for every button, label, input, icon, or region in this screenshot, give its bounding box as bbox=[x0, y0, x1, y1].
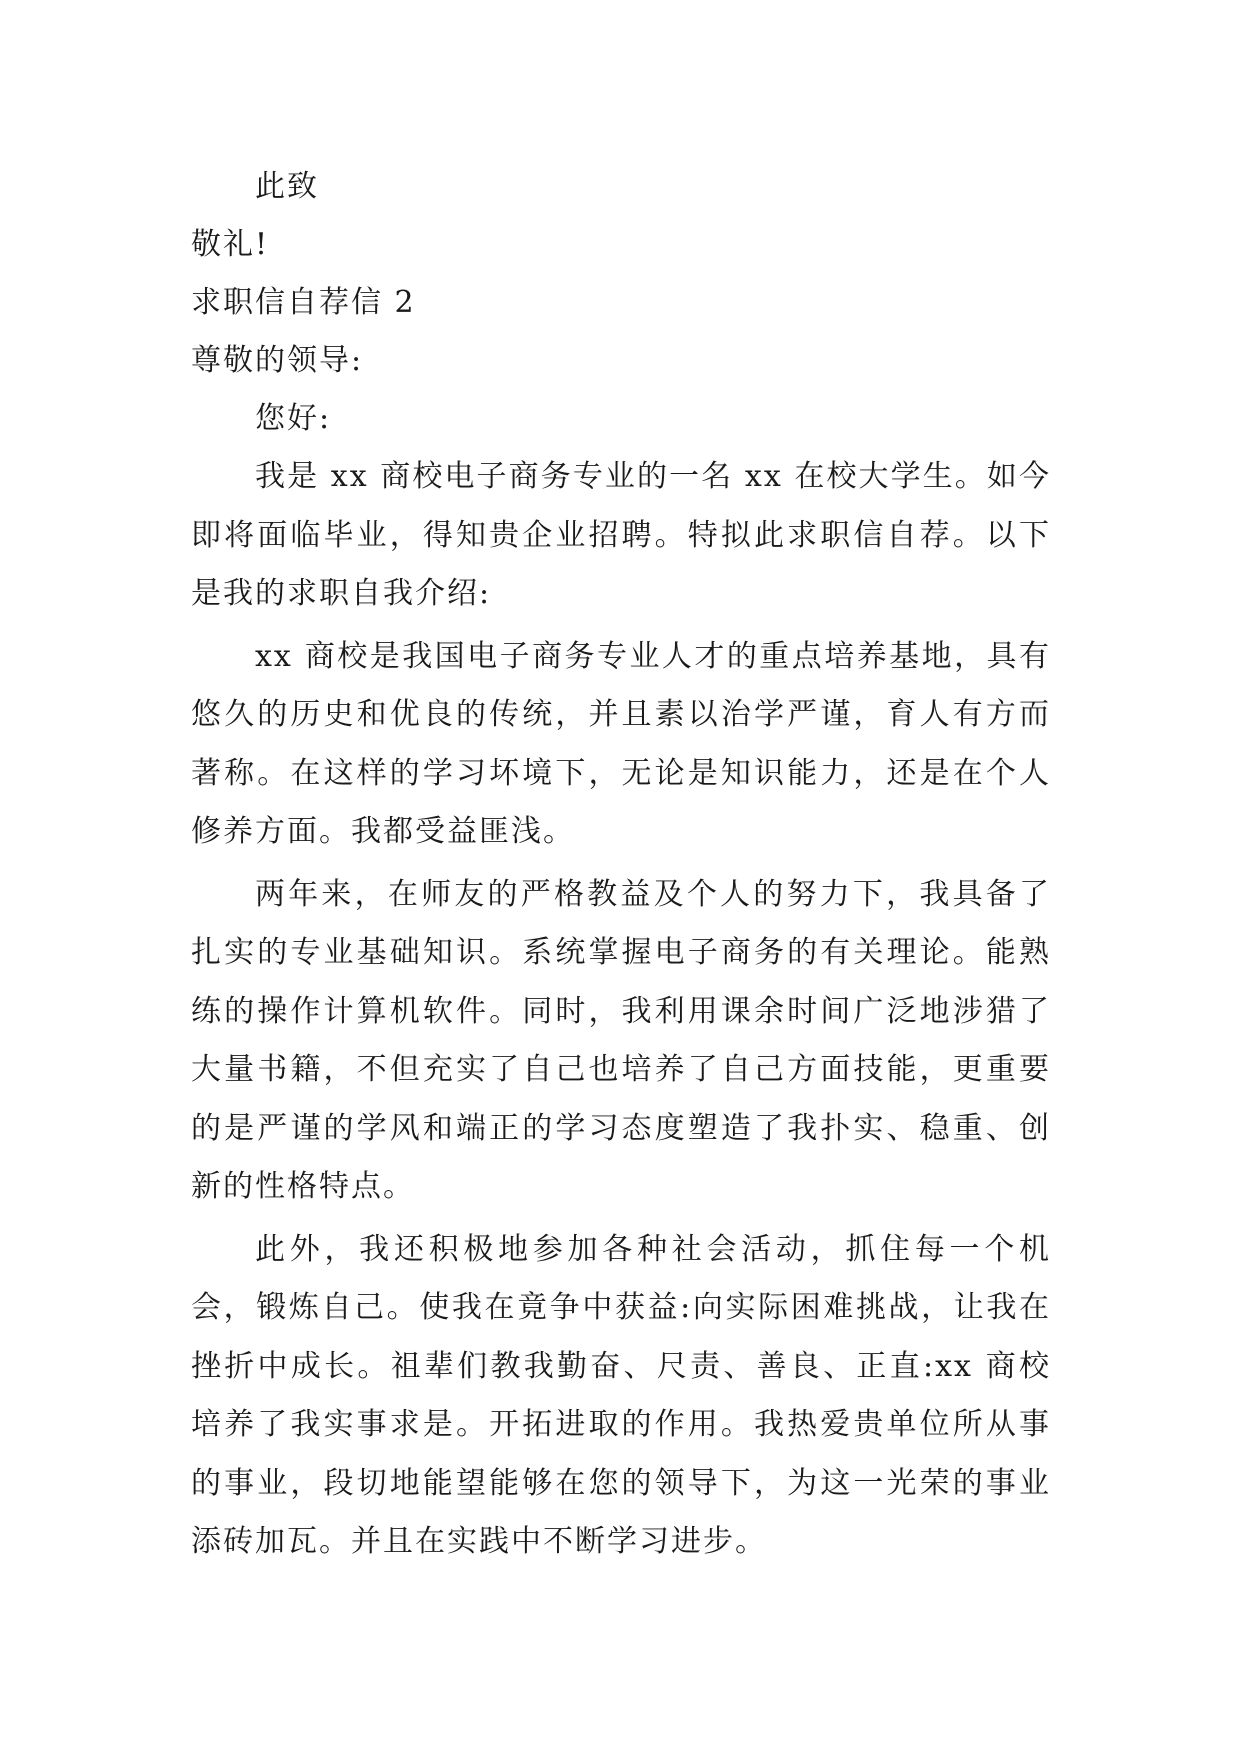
paragraph-intro: 我是 xx 商校电子商务专业的一名 xx 在校大学生。如今即将面临毕业，得知贵企业招聘。特拟此求职信自荐。以下是我的求职自我介绍: bbox=[191, 459, 1051, 611]
greeting: 您好: bbox=[255, 401, 332, 436]
letter-body bbox=[191, 158, 1051, 1572]
addressee: 尊敬的领导: bbox=[191, 343, 364, 378]
closing-regards: 敬礼! bbox=[191, 227, 270, 262]
paragraph-study: 两年来，在师友的严格教益及个人的努力下，我具备了扎实的专业基础知识。系统掌握电子商务的有关理论。能熟练的操作计算机软件。同时，我利用课余时间广泛地涉猎了大量书籍，不但充实了自己也培养了自己方面技能，更重要的是严谨的学风和端正的学习态度塑造了我扑实、稳重、创新的性格特点。 bbox=[191, 876, 1051, 1204]
paragraph-school: xx 商校是我国电子商务专业人才的重点培养基地，具有悠久的历史和优良的传统，并且素以治学严谨，育人有方而著称。在这样的学习坏境下，无论是知识能力，还是在个人修养方面。我都受益匪浅。 bbox=[191, 638, 1051, 849]
paragraph-activities: 此外，我还积极地参加各种社会活动，抓住每一个机会，锻炼自己。使我在竟争中获益:向实际困难挑战，让我在挫折中成长。祖辈们教我勤奋、尺责、善良、正直:xx 商校培养了我实事求是。开拓进取的作用。我热爱贵单位所从事的事业，段切地能望能够在您的领导下，为这一光荣的事业添砖加瓦。并且在实践中不断学习进步。 bbox=[191, 1231, 1051, 1559]
closing-salutation: 此致 bbox=[255, 169, 319, 204]
letter-title: 求职信自荐信 2 bbox=[191, 285, 416, 320]
